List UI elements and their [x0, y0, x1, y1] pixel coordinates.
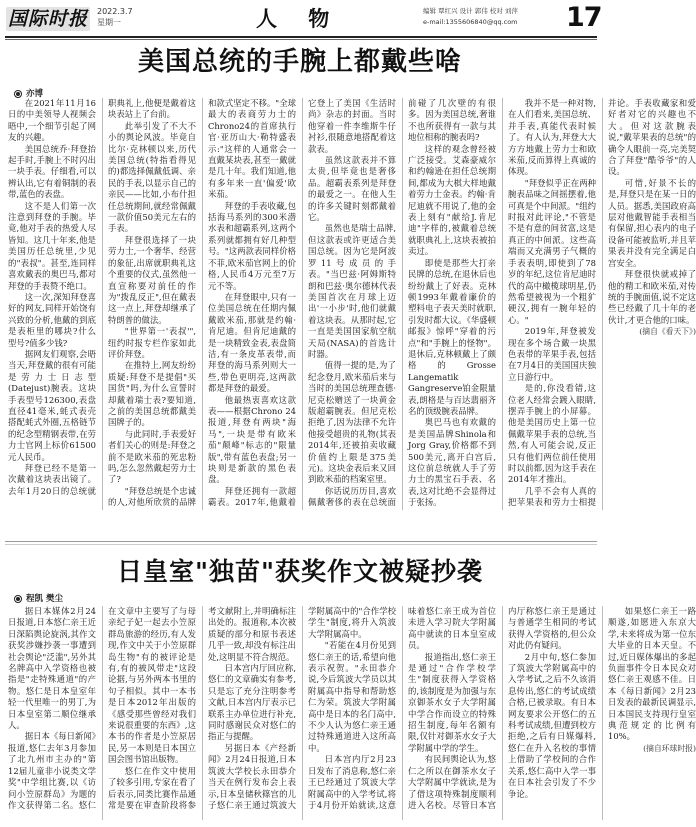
article-paragraph: 在推特上,网友纷纷质疑:拜登不是提倡"买国货"吗,为什么宣誓时却戴着瑞士表?要知道,之前的美国总统都戴美国牌子的。: [108, 360, 196, 428]
staff-email: e-mail:1355606840@qq.com: [423, 18, 518, 26]
article-paragraph: 这样的观念曾经被广泛接受。艾森豪威尔和约翰逊在担任总统期间,都成为大棋大样地戴着劳力士金表。约翰·肯尼迪就不用说了,他的金表上刻有"献给J.肯尼迪"字样的,被戴着总统就职典礼上,这块表被拍卖过。: [408, 143, 496, 257]
article-paragraph: "拜登总统是个忠诚的人,对他所欣赏的品牌和款式坚定不移。"全球最大的表商劳力士的Chrono24的首席执行官·亚历山大·勒特盛表示:"这样的人通常会一直戴某块表,甚至一戴就是几十年。我们知道,他有多年来一直'偏爱'欧米茄。: [108, 98, 296, 508]
staff-credits: [423, 6, 563, 28]
article-paragraph: 拜登的手表收藏,包括海马系列的300米潜水表和超霸系列,这两个系列就都拥有好几种型号。"这两款表同样价格不菲,欧米茄官网上的价格,人民币4万元至7万元不等。: [208, 200, 296, 291]
article-paragraph: 我并不是一种对物,在人们看来,美国总统、并手表,真能代表时候了。有人认为,拜登大大方方地戴上劳力士和欧米茄,反而算得上真诚的体现。: [508, 98, 596, 177]
article-paragraph: 虽然也是瑞士品牌,但这款表或许更适合美国总统。因为它是阿波罗11号成员的手表。"当巴兹·阿姆斯特朗和巴兹·奥尔德林代表美国首次在月球上迈出'一小步'时,他们就戴着这块表。从那时起,它一直是美国国家航空航天局(NASA)的首选计时器。: [308, 223, 396, 359]
article-paragraph: 据网友们观察,会晤当天,拜登戴的很有可能是劳力士日志型(Datejust)腕表。这块手表型号126300,表盘直径41毫米,蚝式表壳搭配蚝式外圈,五格链节的纪念型精钢表带,在劳力士官网上标价61500元人民币。: [8, 348, 96, 462]
article-paragraph: "拜登似乎正在两种腕表品味之间摇摆着,他可真是个中间派。"组约时报对此评论,"不管是不是有意的间贫富,这是真正的中间派。这些高端而又充满男子气概的手表表明,即使到了78岁的年纪,这位肯尼迪时代的高中橄榄球明星,仍然希望被视为一个粗犷硬汉,拥有一腕年轻的心。": [508, 177, 596, 325]
article-paragraph: 虽然这款表并不算太贵,但毕竟也是奢侈品。超霸表系列是拜登的最爱之一。在他人生的许多关键时刻都戴着它。: [308, 155, 396, 223]
article-paragraph: 这一次,深知拜登喜好的网友,同样开始饶有兴致的分析,他戴的到底是表柜里的哪块?什么型号?值多少钱?: [8, 291, 96, 348]
article-paragraph: 拜登很选择了一块劳力士,一个奢华、经营的象征,出席就职典礼这个重要的仪式,虽然他一直宣称要对前任的作为"拨乱反正",但在戴表这一点上,拜登却继承了特朗普的做法。: [108, 234, 196, 325]
header-rule: [5, 36, 597, 38]
article-paragraph: 在拜登眼中,只有一位美国总统在任期内佩戴欧米茄,那就是约翰·肯尼迪。但肯尼迪戴的是一块精致金表,表盘简洁,有一条皮革表带,而拜登的海马系列则大一些,带色更明亮,这两款都是拜登的最爱。: [208, 291, 296, 394]
article-source-credit: (摘自环球时报): [643, 743, 696, 753]
article-paragraph: 美国总统乔·拜登抬起手时,手腕上不时闪出一块手表。仔细看,可以辨认出,它有着铜制的表带,蓝色的表盘。: [8, 143, 96, 200]
article-paragraph: 即使是那些大打亲民牌的总统,在退休后也纷纷戴上了好表。克林顿1993年戴着廉价的塑料电子表天美时就职,引发时都大议。《华盛顿邮报》惊呼"穿着的污点"和"手腕上的怪物"。退休后,克林顿戴上了颇格的Grosse Langematik Gangreserve铂金限量表,朗格是与百达翡丽齐名的顶级腕表品牌。: [408, 257, 496, 416]
article-divider: [5, 541, 597, 542]
article-divider-thin: [5, 544, 597, 545]
article-paragraph: "世界第一'表叔'",纽约时报专栏作家如此评价拜登。: [108, 326, 196, 359]
article-source-credit: (摘自《看天下》): [639, 327, 696, 337]
article-paragraph: 2019年,拜登被发现在多个场合戴一块黑色表带的苹果手表,包括在7月4日的美国国庆独立日游行中。: [508, 326, 596, 382]
article-paragraph: 拜登已经不是第一次戴着这块表出镜了。去年1月20日的总统就职典礼上,他便是戴着这块表站上了台前。: [8, 98, 196, 496]
article-paragraph: 拜登还拥有一款超霸表。2017年,他戴着它登上了美国《生活时尚》杂志的封面。当时他穿着一件李维斯牛仔衬衫,很随意地搭配着这款表。: [208, 98, 396, 508]
issue-date-value: 2022.3.7: [97, 7, 133, 16]
article-paragraph: 奥巴马也有欢戴的是美国品牌Shinola和Jorg Gray,价格都不到500美元,离开白宫后,这位前总统就人手了劳力士的黑宝石手表、名表,这对比绝不会显得过于张扬。: [408, 417, 496, 508]
article-paragraph: 你话说历历目,喜欢佩戴奢侈的表在总统面前碰了几次壁的有很多。因为美国总统,奢谁不也所获得有一款与其地位相称的腕表吗?: [308, 98, 496, 508]
article-paragraph: 据日本媒体2月24日报道,日本悠仁亲王近日深陷舆论旋涡,其作文获奖涉嫌抄袭一事遭到社会舆论"泛滥",另外其名牌高中入学资格也被指是"走特殊通道"的产物。悠仁是日本皇室年轻一代里唯一的男丁,为日本皇室第二顺位继承人。: [8, 606, 96, 731]
article-paragraph: 如果悠仁亲王一路顺遂,如愿进入东京大学,未来将成为第一位东大毕业的日本天皇。不过,近日媒体爆出的多起负面事件令日本民众对悠仁亲王观感不佳。日本《每日新闻》2月23日发表的最新民调显示,日本国民支持现行皇室典范规定的比例有10%。: [608, 606, 696, 742]
article-paragraph: 此举引发了不大不小的舆论风波。毕竟自比尔·克林顿以来,历代美国总统(特指看得见的)都选择佩戴低调、亲民的手表,以显示自己的亲民——比如,小布什担任总统期间,就经常佩戴一款价值50美元左右的手表。: [108, 120, 196, 234]
article-paragraph: 可惜,好景不长的是,拜登只是在某一日的人员。据悉,美国政府高层对他戴智能手表相当有保留,担心表内的电子设备可能被监听,并且苹果表并没有完全满足白宫安全。: [608, 177, 696, 268]
article-paragraph: 报道指出,悠仁亲王是通过"合作学校学生"制度获得入学资格的,该制度是为加强与东京御茶水女子大学附属中学合作而设立的特殊招生制度,每年名额有限,仅针对御茶水女子大学附属中学的学生。: [408, 651, 496, 753]
newspaper-logo-text: 国际时报: [7, 8, 88, 30]
article1-author: 亦博: [26, 89, 44, 99]
article2-byline: [14, 592, 63, 604]
page-number: 17: [566, 2, 602, 33]
article-paragraph: 是的,你没看错,这位老人经常会踱入眼睛,摆弄手腕上的小屏幕。他是美国历史上第一位佩戴苹果手表的总统,当然,有人可能会说,反正只有他们两位前任使用时以前都,因为这手表在2014年才推出。: [508, 383, 596, 485]
article-paragraph: 这不是人们第一次注意到拜登的手腕。毕竟,他对手表的热爱人尽皆知。这几十年来,他是美国历任总统里,少见的"表叔"。甚至,连同样喜欢戴表的奥巴马,都对拜登的手表赞不绝口。: [8, 200, 96, 291]
article1-body: [8, 98, 696, 510]
staff-editors: 编辑 覃红兴 设计 郭伟 校对 刘萍: [423, 7, 518, 15]
article2-body: [8, 606, 696, 820]
article-paragraph: 拜登很快就戒掉了他的精工和欧米茄,对传统的手腕面值,说不定这些已经戴了几十年的老伙计,才更合他的口味。: [608, 269, 696, 325]
byline-marker-icon: [14, 595, 22, 603]
article-paragraph: 值得一提的是,为了纪念登月,欧米茄后来与当时的美国总统理查德·尼克松赠送了一块黄金版超霸腕表。但尼克松拒绝了,因为法律不允许他接受超贵的礼物(其表2014年,还被拍卖收藏价值约上限是375美元)。这块金表后来又回到欧米茄的档案室里。: [308, 360, 396, 485]
header-rule-thin: [5, 39, 597, 40]
issue-date: [97, 6, 133, 28]
article-paragraph: 日本宫内厅回应称,悠仁的文章确实有参考,只是忘了充分注明参考文献,日本宫内厅表示已联系主办单位进行补充,同时感谢民众对悠仁的指正与提醒。: [208, 663, 296, 742]
issue-weekday: 星期一: [97, 18, 121, 27]
article-paragraph: 他最热衷喜欢这款表——根据Chrono 24报道,拜登有两块"海马",一块是带有欧米茄"颠峰"标志的"限量版",带有蓝色表盘;另一块则是新款的黑色表盘。: [208, 394, 296, 485]
article-paragraph: 几乎不会有人真的把苹果表和劳力士相提并论。手表收藏家和爱好者对它的兴趣也不大。但对这款腕表说,"戴苹果表的总统"的确令人眼前一亮,完美契合了拜登"酷爷爷"的人设。: [508, 98, 696, 508]
article-paragraph: 据日本《每日新闻》报道,悠仁去年3月参加了北九州市主办的"第12届儿童非小说类文学奖"中学组比赛,以《访问小笠原群岛》为题的作文获得第二名。悠仁在文章中主要写了与母亲纪子妃一起去小笠原群岛旅游的经历,有人发现,作文中关于小笠原群岛生物"有的被评论是有,有的被风带走"这段论据,与另外两本书里的句子相似。其中一本书是日本2012年出版的《感受那些曾经对我们来说很重要的东西》,这本书的作者是小笠原居民,另一本则是日本国立国会图书馆出版物。: [8, 606, 196, 810]
article-paragraph: 日本宫内厅2月23日发布了消息称,悠仁亲王已经通过了筑波大学附属高中的入学考试,将于4月份开始就读,这意味着悠仁亲王成为首位未进入学习院大学附属高中就读的日本皇室成员。: [308, 606, 496, 810]
article1-headline: 美国总统的手腕上都戴些啥: [137, 47, 462, 77]
masthead: [0, 0, 600, 40]
article2-author: 程凯 樊尘: [26, 594, 63, 604]
article-paragraph: 有民间舆论认为,悠仁之所以在御茶水女子大学附属中学就读,是为了借这项特殊制度顺利进入名校。尽管日本宫内厅称悠仁亲王是通过与普通学生相同的考试获得入学资格的,但公众对此仍有疑问。: [408, 606, 596, 810]
article-paragraph: "若能在4月份见到悠仁亲王的话,希望向他表示祝贺。"永田恭介说,今后筑波大学员以其附属高中指导和帮助悠仁为荣。筑波大学附属高中是日本的名门高中,不少人认为悠仁亲王通过特殊通道进入这所高中。: [308, 640, 396, 753]
article-paragraph: 悠仁在作文中使用了较多引用,专家在看了后表示,同类比赛作品通常是要在审查阶段将参考文献附上,并明确标注出处的。报道称,本次被质疑的部分和原书表述几乎一致,却没有标注出处,这明显不符合规范。: [108, 606, 296, 810]
article2-headline: 日皇室"独苗"获奖作文被疑抄袭: [116, 557, 484, 586]
article-paragraph: 另据日本《产经新闻》2月24日报道,日本筑波大学校长永田恭介当天在例行发布会上表示,日本皇储秋篠宫的儿子悠仁亲王通过筑波大学附属高中的"合作学校学生"制度,将升入筑波大学附属高中。: [208, 606, 396, 810]
article-paragraph: 2月中旬,悠仁参加了筑波大学附属高中的入学考试,之后不久该消息传出,悠仁的考试成绩合格,已被录取。有日本网友要求公开悠仁的五科考试成绩,但遭到校方拒绝,之后有日媒爆料,悠仁在升入名校的事情上借助了学校间的合作关系,悠仁高中入学一事在日本社会引发了不少争论。: [508, 651, 596, 799]
article-paragraph: 与此同时,手表爱好者们关心的则是:拜登之前不是欧米茄的死忠粉吗,怎么忽然戴起劳力士了?: [108, 428, 196, 485]
newspaper-logo: [6, 7, 90, 31]
article-paragraph: 在2021年11月16日的中美领导人视频会晤中,一个细节引起了网友的兴趣。: [8, 98, 96, 143]
section-title: 人 物: [256, 6, 342, 31]
byline-marker-icon: [14, 90, 22, 98]
